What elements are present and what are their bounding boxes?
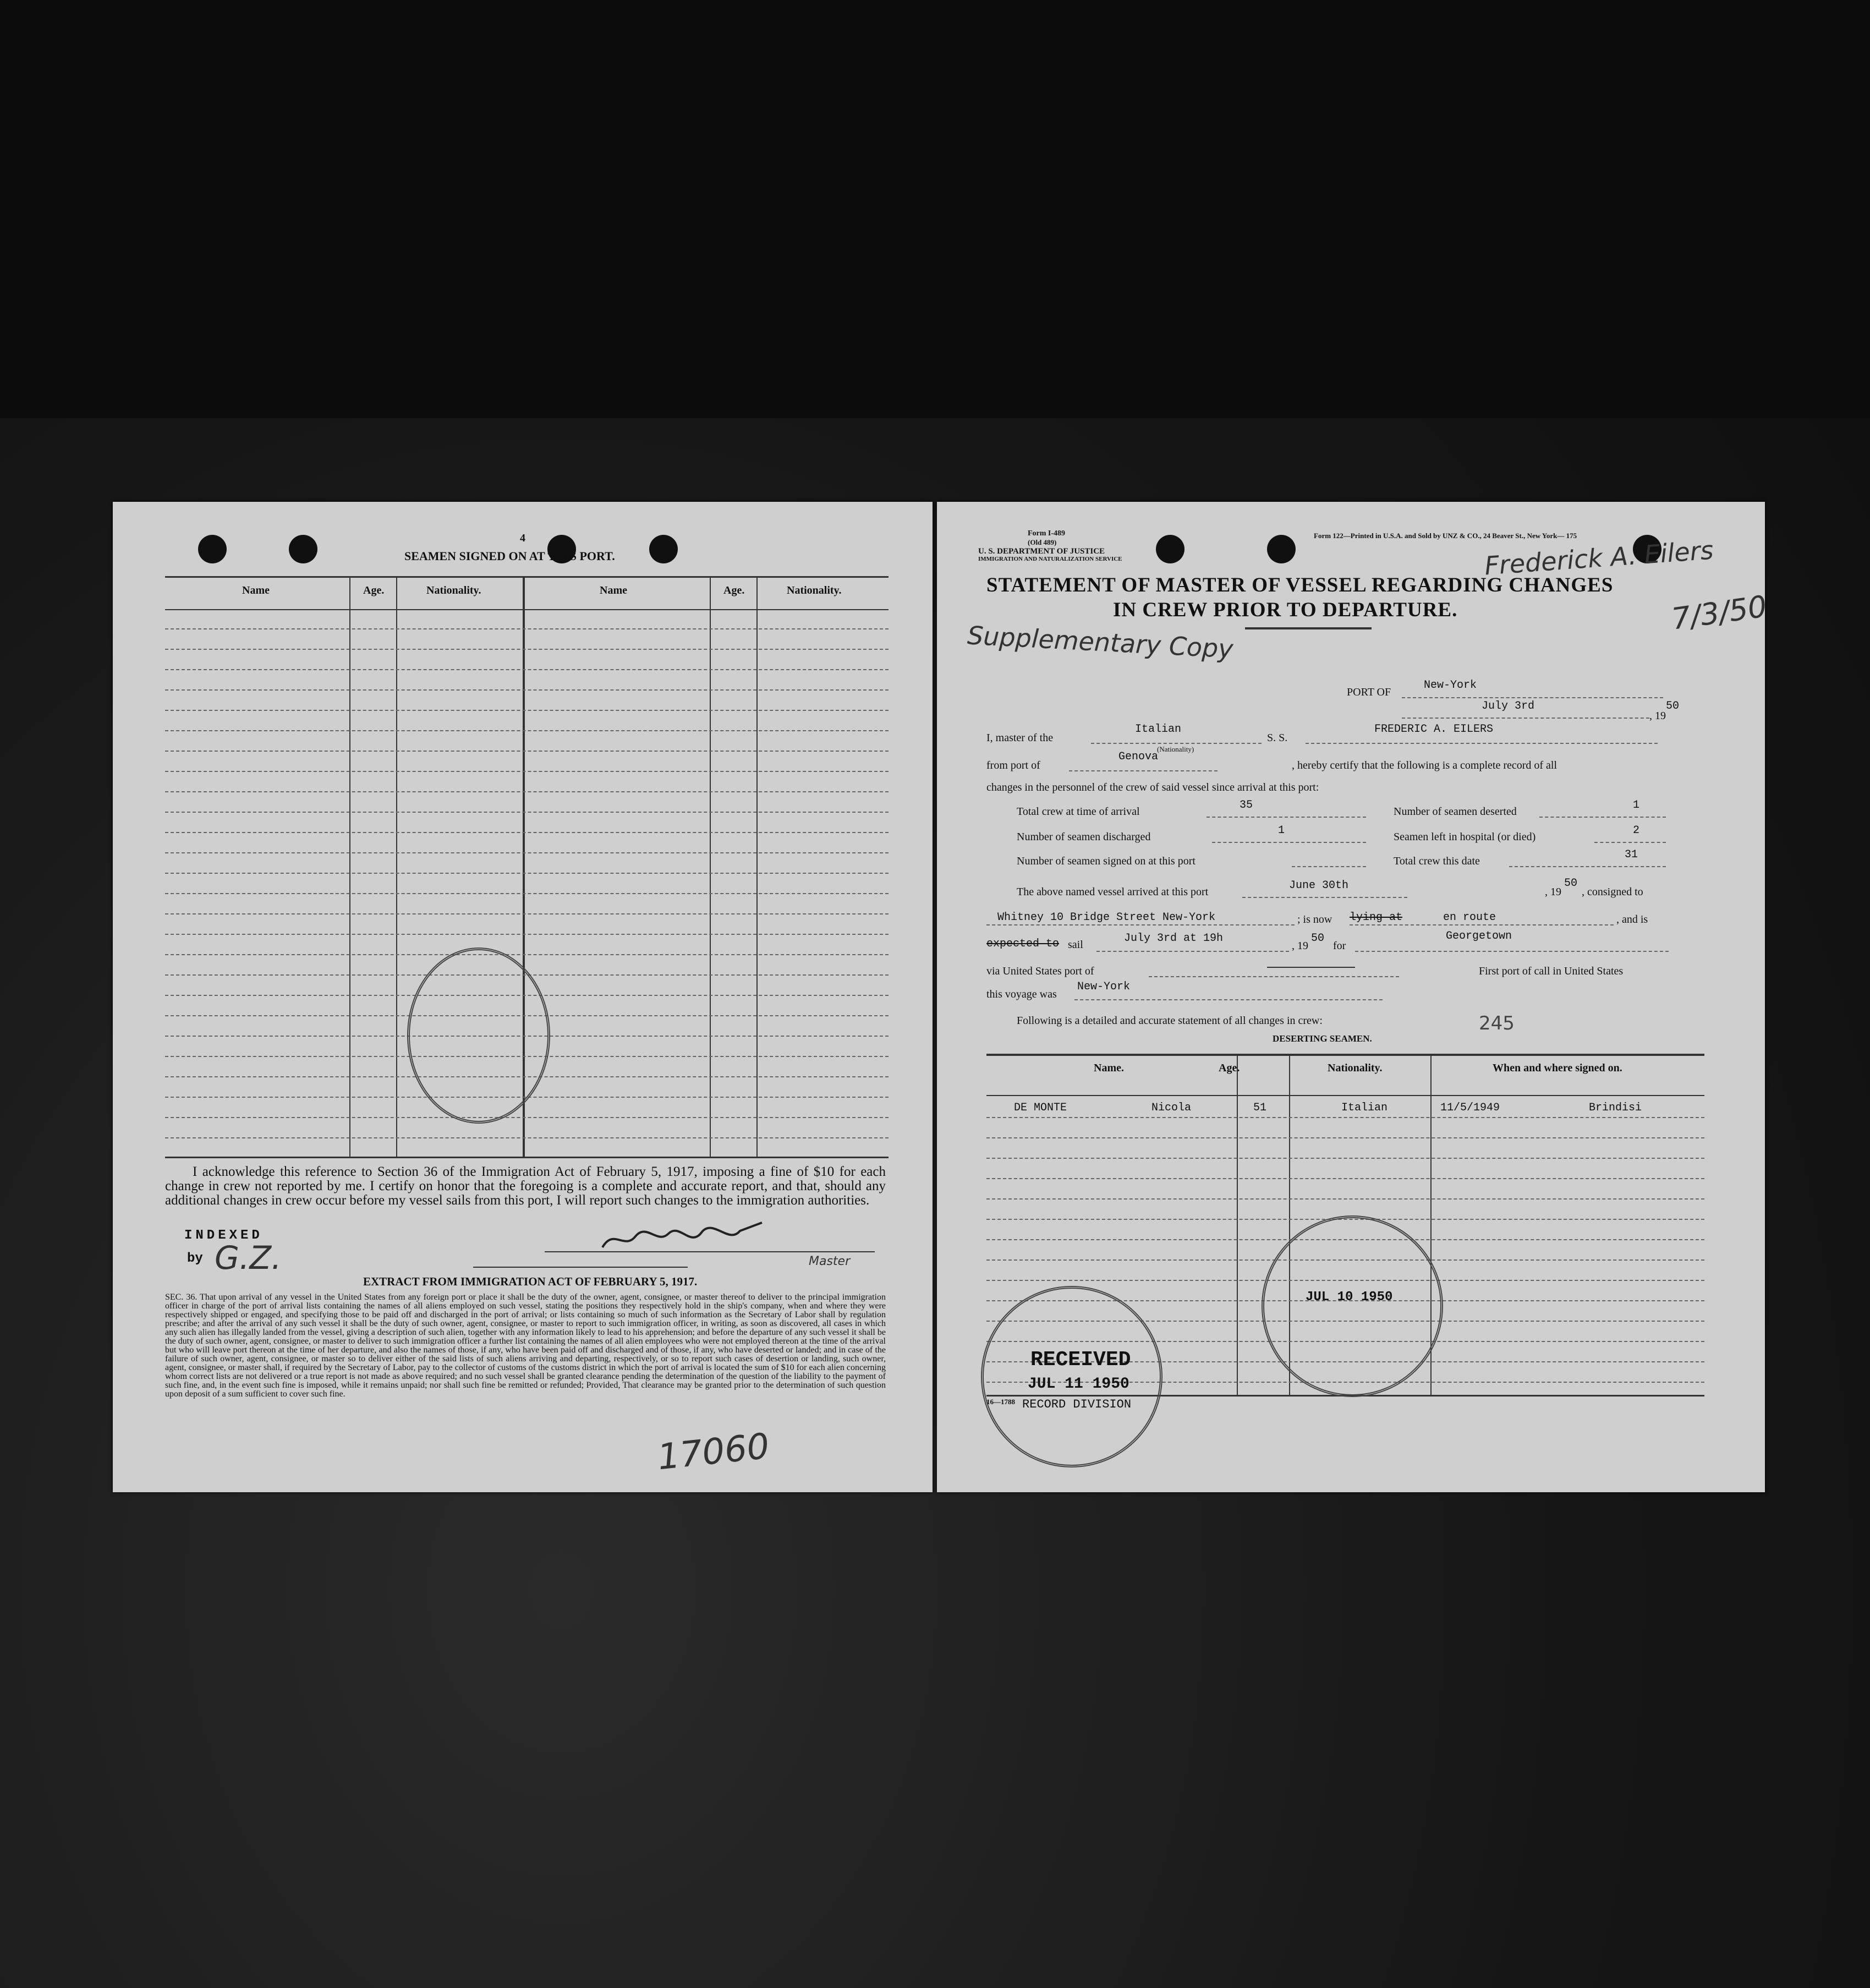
col-header-age-2: Age. (723, 584, 745, 596)
year-prefix: , 19 (1649, 710, 1666, 722)
first-port-label: First port of call in United States (1479, 965, 1624, 977)
from-port-value: Genova (1118, 751, 1159, 763)
following-label: Following is a detailed and accurate statement of all changes in crew: (1017, 1015, 1323, 1027)
table-row-rule (165, 832, 889, 833)
table-row-rule (165, 649, 889, 650)
table-row-rule (986, 1198, 1704, 1200)
table-header-name: Name. (1094, 1062, 1124, 1074)
table-row-rule (165, 954, 889, 955)
master-signature (597, 1217, 778, 1256)
table-row-rule (165, 893, 889, 894)
field-line (1509, 866, 1666, 867)
column-divider (756, 576, 758, 1157)
received-stamp (981, 1286, 1162, 1467)
table-row-rule (986, 1117, 1704, 1118)
via-port-label: via United States port of (986, 965, 1094, 977)
this-voyage-label: this voyage was (986, 988, 1057, 1000)
deserter-signed-place: Brindisi (1589, 1102, 1642, 1114)
table-row-rule (986, 1137, 1704, 1138)
filed-stamp-date: JUL 10 1950 (1306, 1290, 1393, 1305)
right-page (937, 502, 1769, 1492)
punch-hole (649, 535, 678, 563)
field-line (1149, 976, 1399, 977)
master-of-label: I, master of the (986, 732, 1054, 744)
deserter-nationality: Italian (1341, 1102, 1388, 1114)
footer-code: 16—1788 (986, 1398, 1015, 1406)
dark-film-border (0, 0, 1870, 418)
punch-hole (198, 535, 227, 563)
received-stamp-text: RECEIVED (1030, 1348, 1131, 1372)
field-line (1242, 897, 1407, 898)
table-row-rule (165, 934, 889, 935)
left-page (113, 502, 933, 1492)
field-line (1069, 770, 1218, 771)
table-header-age: Age. (1219, 1062, 1240, 1074)
deserter-surname: DE MONTE (1014, 1102, 1067, 1114)
field-line (1292, 866, 1366, 867)
year-prefix: , 19 (1545, 886, 1561, 898)
handwritten-date: 7/3/50 (1669, 589, 1769, 637)
hospital-value: 2 (1633, 824, 1640, 837)
indexed-by: by (187, 1251, 203, 1266)
table-row-rule (165, 771, 889, 772)
table-row-rule (165, 751, 889, 752)
department: U. S. DEPARTMENT OF JUSTICE (978, 547, 1105, 556)
sail-year-value: 50 (1311, 932, 1325, 945)
discharged-value: 1 (1278, 824, 1285, 837)
field-line (1267, 967, 1355, 968)
col-header-name: Name (242, 584, 270, 596)
handwritten-master-name: Frederick A. Eilers (1483, 535, 1715, 581)
deserter-signed-date: 11/5/1949 (1440, 1102, 1500, 1114)
field-line (1539, 817, 1666, 818)
en-route-value: en route (1443, 911, 1496, 924)
field-line (1402, 718, 1649, 719)
page-number: 4 (520, 532, 525, 544)
printer-line: Form 122—Printed in U.S.A. and Sold by UNZ & CO., 24 Beaver St., New York— 175 (1314, 532, 1577, 540)
col-header-nationality-2: Nationality. (787, 584, 842, 596)
indexed-stamp: INDEXED (184, 1228, 263, 1243)
date-value: July 3rd (1482, 700, 1535, 713)
arrived-value: June 30th (1289, 879, 1349, 892)
consigned-label: , consigned to (1582, 886, 1643, 898)
sail-value: July 3rd at 19h (1124, 932, 1224, 945)
handwritten-file-number: 17060 (655, 1426, 771, 1478)
table-top-rule (165, 576, 889, 578)
port-of-value: New-York (1424, 679, 1477, 692)
column-divider (710, 576, 711, 1157)
total-crew-date-value: 31 (1625, 848, 1638, 861)
sail-label: sail (1068, 939, 1083, 951)
field-line (1212, 842, 1366, 843)
hospital-label: Seamen left in hospital (or died) (1394, 831, 1536, 843)
form-title-line2: IN CREW PRIOR TO DEPARTURE. (1113, 599, 1458, 621)
table-row-rule (165, 710, 889, 711)
field-line (1306, 743, 1658, 744)
ss-label: S. S. (1267, 732, 1288, 744)
table-bottom-rule (165, 1157, 889, 1158)
nationality-value: Italian (1135, 723, 1182, 736)
table-header-signed-on: When and where signed on. (1493, 1062, 1622, 1074)
supplementary-note: Supplementary Copy (966, 620, 1234, 664)
table-header-nationality: Nationality. (1328, 1062, 1383, 1074)
master-signature-line (545, 1251, 875, 1252)
form-number: Form I-489 (1028, 529, 1066, 538)
table-top-rule (986, 1054, 1704, 1056)
table-row-rule (165, 852, 889, 853)
table-row-rule (165, 1137, 889, 1138)
table-row-rule (165, 873, 889, 874)
field-line (1096, 951, 1289, 952)
table-row-rule (165, 669, 889, 670)
destination-value: Georgetown (1446, 930, 1512, 943)
field-line (1091, 743, 1262, 744)
acknowledgement-text: I acknowledge this reference to Section 36 of the Immigration Act of February 5, 1917, imposing a fine of $10 for each change in crew not reported by me. I certify on honor that the foregoing is a complete and accurate report, and that, should any additional changes in crew occur before my vessel sails from this port, I will report such changes to the immigration authorities. (165, 1164, 886, 1208)
signed-on-label: Number of seamen signed on at this port (1017, 855, 1196, 867)
deserter-age: 51 (1253, 1102, 1267, 1114)
field-line (986, 924, 1295, 925)
column-divider (349, 576, 350, 1157)
field-line (1594, 842, 1666, 843)
punch-hole (1156, 535, 1184, 563)
total-crew-date-label: Total crew this date (1394, 855, 1480, 867)
and-is-label: , and is (1616, 913, 1648, 925)
total-crew-arrival-value: 35 (1240, 799, 1253, 812)
form-old-number: (Old 489) (1028, 538, 1057, 546)
received-stamp-date: JUL 11 1950 (1028, 1376, 1129, 1393)
received-stamp-division: RECORD DIVISION (1022, 1398, 1132, 1411)
table-row-rule (165, 1117, 889, 1118)
year-value: 50 (1666, 700, 1680, 713)
filed-stamp (1262, 1215, 1443, 1397)
from-port-label: from port of (986, 759, 1040, 771)
table-row-rule (986, 1178, 1704, 1179)
table-row-rule (986, 1158, 1704, 1159)
field-line (1355, 951, 1669, 952)
discharged-label: Number of seamen discharged (1017, 831, 1151, 843)
punch-hole (1267, 535, 1296, 563)
service: IMMIGRATION AND NATURALIZATION SERVICE (978, 556, 1122, 562)
lying-at-struck: lying at (1350, 911, 1403, 924)
table-row-rule (165, 730, 889, 731)
handwritten-count: 245 (1479, 1012, 1515, 1034)
ship-name: FREDERIC A. EILERS (1374, 723, 1494, 736)
column-divider (396, 576, 397, 1157)
consignee-value: Whitney 10 Bridge Street New-York (997, 911, 1216, 924)
table-row-rule (165, 913, 889, 914)
nationality-caption: (Nationality) (1157, 745, 1194, 753)
deserted-label: Number of seamen deserted (1394, 806, 1517, 818)
field-line (1350, 924, 1614, 925)
date-stamp (407, 948, 550, 1124)
deserter-given-name: Nicola (1151, 1102, 1192, 1114)
table-row-rule (165, 812, 889, 813)
punch-hole (289, 535, 317, 563)
section-36-text: SEC. 36. That upon arrival of any vessel in the United States from any foreign port or place it shall be the duty of the owner, agent, consignee, or master thereof to deliver to the principal immigration officer in charge of the port of arrival lists containing the names of all aliens employed on such vessel, stating the positions they respectively hold in the ship's company, when and where they were respectively shipped or engaged, and specifying those to be paid off and discharged in the port of arrival; or lists containing so much of such information as the Secretary of Labor shall by regulation prescribe; and after the arrival of any such vessel it shall be the duty of such owner, agent, consignee, or master to report to such immigration officer, in writing, as soon as discovered, all cases in which any such alien has illegally landed from the vessel, giving a description of such alien, together with any information likely to lead to his apprehension; and before the departure of any such vessel it shall be the duty of such owner, agent, consignee, or master to deliver to such immigration officer a further list containing the names of all alien employees who were not employed thereon at the time of the arrival but who will leave port thereon at the time of her departure, and also the names of those, if any, who have been paid off and discharged and of those, if any, who have deserted or landed; and in case of the failure of such owner, agent, consignee, or master so to deliver either of the said lists of such aliens arriving and departing, respectively, or so to report such cases of desertion or landing, such owner, agent, consignee, or master shall, if required by the Secretary of Labor, pay to the collector of customs of the customs district in which the port of arrival is located the sum of $10 for each alien concerning whom correct lists are not delivered or a true report is not made as above required; and no such vessel shall be granted clearance pending the determination of the question of the liability to the payment of such fine, and, in the event such fine is imposed, while it remains unpaid; nor shall such fine be remitted or refunded; Provided, That clearance may be granted prior to the determination of such question upon deposit of a sum sufficient to cover such fine. (165, 1293, 886, 1399)
indexed-initials: G.Z. (215, 1239, 282, 1277)
arrived-year-value: 50 (1564, 877, 1578, 890)
changes-text: changes in the personnel of the crew of said vessel since arrival at this port: (986, 781, 1319, 793)
arrived-label: The above named vessel arrived at this port (1017, 886, 1209, 898)
header-rule (165, 609, 889, 610)
extract-rule (473, 1267, 688, 1268)
total-crew-arrival-label: Total crew at time of arrival (1017, 806, 1140, 818)
table-row-rule (165, 689, 889, 691)
extract-title: EXTRACT FROM IMMIGRATION ACT OF FEBRUARY 5, 1917. (363, 1275, 698, 1288)
form-title-line1: STATEMENT OF MASTER OF VESSEL REGARDING CHANGES (986, 574, 1614, 596)
col-header-name-2: Name (600, 584, 627, 596)
field-line (1074, 999, 1383, 1000)
master-label: Master (809, 1255, 851, 1268)
section-title: SEAMEN SIGNED ON AT THIS PORT. (404, 549, 615, 563)
first-port-value: New-York (1077, 981, 1131, 993)
table-row-rule (165, 791, 889, 792)
is-now-label: ; is now (1297, 913, 1332, 925)
certify-text: , hereby certify that the following is a complete record of all (1292, 759, 1558, 771)
field-line (1207, 817, 1366, 818)
title-underline (1245, 627, 1372, 629)
port-of-label: PORT OF (1347, 686, 1391, 698)
field-line (1402, 697, 1663, 698)
deserting-seamen-title: DESERTING SEAMEN. (1273, 1033, 1372, 1044)
table-header-rule (986, 1095, 1704, 1096)
col-header-age: Age. (363, 584, 385, 596)
deserted-value: 1 (1633, 799, 1640, 812)
col-header-nationality: Nationality. (426, 584, 481, 596)
column-divider (1237, 1054, 1238, 1395)
table-row-rule (165, 628, 889, 629)
year-prefix: , 19 (1292, 940, 1308, 952)
expected-struck: expected to (986, 938, 1060, 950)
for-label: for (1333, 940, 1346, 952)
